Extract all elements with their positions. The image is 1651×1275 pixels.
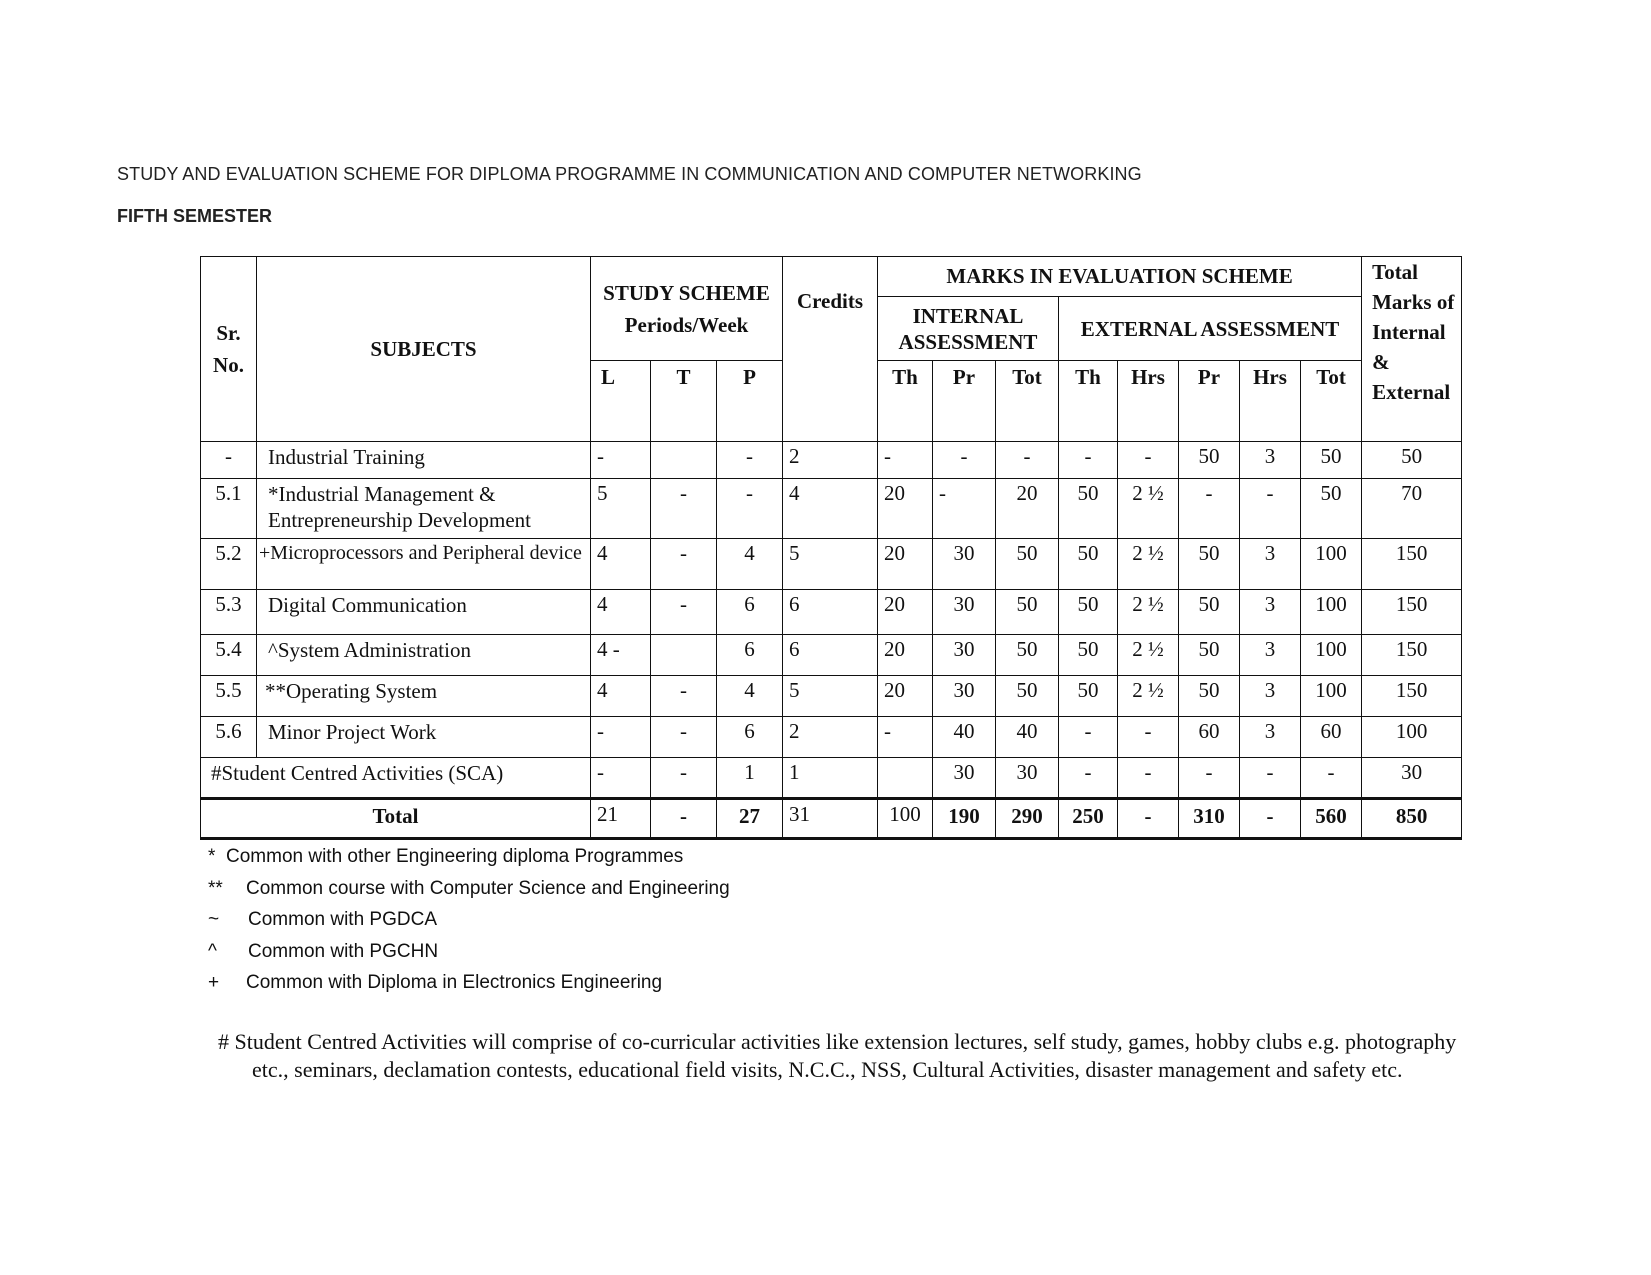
table-row [201,590,1462,635]
cell-ext-pr: - [1179,758,1240,799]
cell-ext-pr: - [1179,479,1240,539]
cell-ext-pr: 50 [1179,539,1240,590]
cell-total: 70 [1362,479,1462,539]
sr-no: 5.6 [201,717,257,758]
table-row [201,539,1462,590]
cell-credits: 6 [783,590,878,635]
cell-int-tot: 20 [996,479,1059,539]
cell-total: 30 [1362,758,1462,799]
header-ext-hrs: Hrs [1240,361,1301,442]
cell-int-th: 20 [878,590,933,635]
cell-p: 6 [717,635,783,676]
cell-ext-hrs: 2 ½ [1118,539,1179,590]
cell-p: 27 [717,799,783,839]
subject-name: Minor Project Work [257,717,591,758]
sr-no: 5.1 [201,479,257,539]
header-sr-no: Sr. No. [201,257,257,442]
footnote-item [208,846,908,878]
cell-ext-th: 50 [1059,590,1118,635]
header-int-pr: Pr [933,361,996,442]
subject-name: #Student Centred Activities (SCA) [201,758,591,799]
cell-int-th: 100 [878,799,933,839]
cell-int-tot: 40 [996,717,1059,758]
footnote-text: Common with Diploma in Electronics Engineering [246,972,663,994]
cell-l: 4 [591,539,651,590]
cell-t: - [651,758,717,799]
cell-l: - [591,717,651,758]
header-marks-in-evaluation: MARKS IN EVALUATION SCHEME [878,257,1362,297]
cell-t: - [651,717,717,758]
cell-ext-hrs: 3 [1240,676,1301,717]
cell-credits: 5 [783,539,878,590]
cell-l: 21 [591,799,651,839]
cell-ext-hrs: - [1240,479,1301,539]
cell-ext-hrs: 2 ½ [1118,479,1179,539]
sca-row [201,758,1462,799]
cell-l: - [591,442,651,479]
header-ext-th: Th [1059,361,1118,442]
cell-ext-th: 250 [1059,799,1118,839]
cell-int-th: - [878,442,933,479]
cell-total: 850 [1362,799,1462,839]
cell-ext-pr: 50 [1179,590,1240,635]
sca-description: # Student Centred Activities will comprise of co-curricular activities like extension lectures, self study, games, hobby clubs e.g. photography etc., seminars, declamation contests, educational field visits, N.C.C., NSS, Cultural Activities, disaster management and safety etc. [218,1029,1457,1082]
header-total-marks: Total Marks of Internal & External [1362,257,1462,442]
cell-ext-pr: 310 [1179,799,1240,839]
cell-credits: 1 [783,758,878,799]
sr-no: 5.3 [201,590,257,635]
cell-credits: 4 [783,479,878,539]
cell-p: - [717,442,783,479]
cell-ext-hrs: - [1118,717,1179,758]
cell-ext-th: 50 [1059,479,1118,539]
sr-no: 5.5 [201,676,257,717]
cell-int-pr: 190 [933,799,996,839]
cell-l: 4 [591,676,651,717]
cell-ext-hrs: 3 [1240,539,1301,590]
cell-int-th: 20 [878,539,933,590]
footnote-item [208,878,908,910]
cell-p: 4 [717,539,783,590]
footnote-text: Common with PGDCA [248,909,437,931]
header-l: L [591,361,651,442]
sr-no: 5.2 [201,539,257,590]
cell-int-tot: 50 [996,676,1059,717]
cell-ext-tot: 100 [1301,539,1362,590]
header-p: P [717,361,783,442]
cell-t: - [651,590,717,635]
cell-credits: 2 [783,717,878,758]
subject-name: **Operating System [257,676,591,717]
cell-t: - [651,479,717,539]
cell-int-tot: - [996,442,1059,479]
cell-ext-th: 50 [1059,635,1118,676]
cell-int-pr: - [933,479,996,539]
cell-ext-hrs: - [1118,442,1179,479]
cell-ext-th: - [1059,717,1118,758]
sr-no: 5.4 [201,635,257,676]
cell-int-th: 20 [878,676,933,717]
cell-ext-tot: 560 [1301,799,1362,839]
cell-ext-tot: 60 [1301,717,1362,758]
header-subjects: SUBJECTS [257,257,591,442]
cell-total: 150 [1362,590,1462,635]
cell-total: 100 [1362,717,1462,758]
table-row [201,635,1462,676]
cell-ext-hrs: 2 ½ [1118,590,1179,635]
cell-p: 6 [717,590,783,635]
footnote-item [208,972,908,1004]
cell-total: 150 [1362,676,1462,717]
evaluation-scheme-table [200,256,1462,840]
cell-int-pr: - [933,442,996,479]
header-t: T [651,361,717,442]
cell-ext-tot: 100 [1301,635,1362,676]
cell-ext-tot: 50 [1301,442,1362,479]
table-row [201,676,1462,717]
total-label: Total [201,799,591,839]
cell-ext-pr: 50 [1179,442,1240,479]
cell-ext-th: - [1059,758,1118,799]
footnote-symbol: ^ [208,940,217,962]
cell-ext-pr: 60 [1179,717,1240,758]
table-row [201,442,1462,479]
cell-int-pr: 30 [933,758,996,799]
footnote-symbol: ~ [208,909,220,931]
subject-name: Digital Communication [257,590,591,635]
subject-name: ^System Administration [257,635,591,676]
header-int-th: Th [878,361,933,442]
cell-l: - [591,758,651,799]
cell-ext-hrs: 3 [1240,717,1301,758]
cell-int-tot: 290 [996,799,1059,839]
cell-t: - [651,539,717,590]
cell-ext-th: - [1059,442,1118,479]
cell-ext-hrs: 2 ½ [1118,676,1179,717]
cell-ext-hrs: - [1240,799,1301,839]
sr-no: - [201,442,257,479]
footnote-text: Common course with Computer Science and Engineering [246,877,730,899]
cell-ext-pr: 50 [1179,676,1240,717]
footnote-item [208,941,908,973]
cell-t: - [651,676,717,717]
subject-name: +Microprocessors and Peripheral device [257,539,591,590]
cell-ext-hrs: 2 ½ [1118,635,1179,676]
footnote-text: Common with other Engineering diploma Programmes [226,846,684,867]
footnote-symbol: + [208,972,220,994]
header-study-scheme: STUDY SCHEME Periods/Week [591,257,783,361]
footnote-text: Common with PGCHN [248,940,439,962]
header-internal-assessment: INTERNAL ASSESSMENT [878,297,1059,361]
cell-p: 4 [717,676,783,717]
cell-ext-tot: - [1301,758,1362,799]
cell-total: 50 [1362,442,1462,479]
cell-p: - [717,479,783,539]
cell-int-pr: 40 [933,717,996,758]
cell-ext-pr: 50 [1179,635,1240,676]
cell-int-tot: 50 [996,539,1059,590]
subject-name: *Industrial Management & Entrepreneurship Development [257,479,591,539]
footnote-symbol: * [208,846,216,867]
cell-int-pr: 30 [933,539,996,590]
cell-l: 4 [591,590,651,635]
cell-t [651,635,717,676]
header-external-assessment: EXTERNAL ASSESSMENT [1059,297,1362,361]
cell-int-th: 20 [878,635,933,676]
table-row [201,479,1462,539]
cell-ext-hrs: - [1118,758,1179,799]
cell-int-tot: 30 [996,758,1059,799]
cell-credits: 31 [783,799,878,839]
header-ext-tot: Tot [1301,361,1362,442]
total-row [201,799,1462,839]
cell-total: 150 [1362,635,1462,676]
cell-int-pr: 30 [933,676,996,717]
header-credits: Credits [783,257,878,442]
header-int-tot: Tot [996,361,1059,442]
subject-name: Industrial Training [257,442,591,479]
cell-ext-hrs: - [1118,799,1179,839]
cell-int-tot: 50 [996,635,1059,676]
footnote-symbol: ** [208,877,223,899]
cell-ext-tot: 50 [1301,479,1362,539]
cell-int-pr: 30 [933,590,996,635]
cell-l: 5 [591,479,651,539]
footnotes [208,846,908,1004]
table-row [201,717,1462,758]
cell-credits: 2 [783,442,878,479]
cell-ext-th: 50 [1059,676,1118,717]
cell-ext-tot: 100 [1301,676,1362,717]
cell-ext-hrs: 3 [1240,590,1301,635]
cell-credits: 6 [783,635,878,676]
semester-title: FIFTH SEMESTER [117,206,273,226]
cell-ext-th: 50 [1059,539,1118,590]
cell-l: 4 - [591,635,651,676]
cell-ext-hrs: 3 [1240,442,1301,479]
document-heading: STUDY AND EVALUATION SCHEME FOR DIPLOMA PROGRAMME IN COMMUNICATION AND COMPUTER NETWORKING [117,164,1142,184]
cell-int-tot: 50 [996,590,1059,635]
header-ext-hrs: Hrs [1118,361,1179,442]
cell-t [651,442,717,479]
cell-total: 150 [1362,539,1462,590]
cell-t: - [651,799,717,839]
cell-int-th [878,758,933,799]
cell-ext-hrs: 3 [1240,635,1301,676]
cell-int-th: - [878,717,933,758]
cell-p: 6 [717,717,783,758]
cell-ext-tot: 100 [1301,590,1362,635]
cell-p: 1 [717,758,783,799]
cell-int-pr: 30 [933,635,996,676]
cell-int-th: 20 [878,479,933,539]
cell-ext-hrs: - [1240,758,1301,799]
header-ext-pr: Pr [1179,361,1240,442]
cell-credits: 5 [783,676,878,717]
footnote-item [208,909,908,941]
